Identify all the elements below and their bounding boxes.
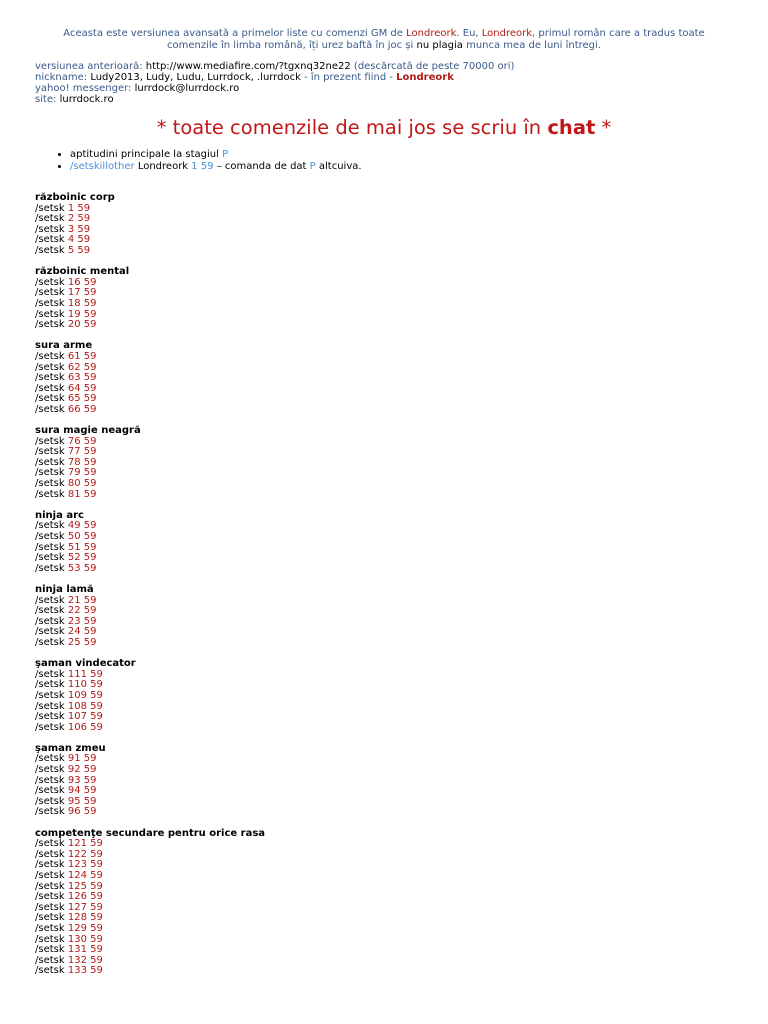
author-info xyxy=(35,61,514,105)
command-args: 79 59 xyxy=(67,467,97,479)
command-prefix: /setsk xyxy=(35,922,65,934)
command-prefix: /setsk xyxy=(35,297,65,309)
command-prefix: /setsk xyxy=(35,541,65,553)
group-title: şaman zmeu xyxy=(35,742,106,754)
command-prefix: /setsk xyxy=(35,223,65,235)
command-args: 80 59 xyxy=(67,478,97,490)
command-args: 127 59 xyxy=(67,901,103,913)
command-args: 96 59 xyxy=(67,806,97,818)
previous-version-note: (descărcată de peste 70000 ori) xyxy=(353,61,515,72)
command-args: 23 59 xyxy=(67,615,97,627)
command-args: 95 59 xyxy=(67,795,97,807)
command-prefix: /setsk xyxy=(35,319,65,331)
command-prefix: /setsk xyxy=(35,488,65,500)
command-prefix: /setsk xyxy=(35,838,65,850)
command-args: 25 59 xyxy=(67,636,97,648)
command-args: 18 59 xyxy=(67,297,97,309)
group-title: războinic mental xyxy=(35,266,130,278)
command-prefix: /setsk xyxy=(35,668,65,680)
command-prefix: /setsk xyxy=(35,202,65,214)
command-prefix: /setsk xyxy=(35,615,65,627)
command-prefix: /setsk xyxy=(35,350,65,362)
command-args: 131 59 xyxy=(67,944,103,956)
command-args: 81 59 xyxy=(67,488,97,500)
bullet-list xyxy=(35,149,362,173)
command-args: 126 59 xyxy=(67,891,103,903)
command-args: 19 59 xyxy=(67,308,97,320)
command-prefix: /setsk xyxy=(35,552,65,564)
command-args: 62 59 xyxy=(67,361,97,373)
command-args: 66 59 xyxy=(67,403,97,415)
group-title: sura magie neagră xyxy=(35,425,141,437)
bullet-item xyxy=(70,161,362,173)
bullet-2-command: /setskillother xyxy=(70,161,135,172)
author-name-link[interactable]: Londreork xyxy=(406,28,457,39)
command-args: 93 59 xyxy=(67,774,97,786)
chat-heading-prefix: * toate comenzile de mai jos se scriu în xyxy=(156,116,542,139)
command-prefix: /setsk xyxy=(35,944,65,956)
group-title: sura arme xyxy=(35,340,93,352)
command-args: 128 59 xyxy=(67,912,103,924)
command-prefix: /setsk xyxy=(35,901,65,913)
nickname-label: nickname: xyxy=(35,72,88,83)
command-prefix: /setsk xyxy=(35,700,65,712)
command-line xyxy=(35,807,265,818)
group-title: ninja lamă xyxy=(35,583,94,595)
command-group xyxy=(35,267,265,331)
group-title: competenţe secundare pentru orice rasa xyxy=(35,827,266,839)
command-prefix: /setsk xyxy=(35,806,65,818)
command-prefix: /setsk xyxy=(35,478,65,490)
command-prefix: /setsk xyxy=(35,435,65,447)
command-args: 125 59 xyxy=(67,880,103,892)
chat-heading-suffix: * xyxy=(601,116,612,139)
command-args: 61 59 xyxy=(67,350,97,362)
bullet-1-stage: P xyxy=(222,149,229,160)
bullet-2-text: – comanda de dat xyxy=(216,161,307,172)
command-group xyxy=(35,426,265,500)
group-title: războinic corp xyxy=(35,192,115,203)
command-args: 76 59 xyxy=(67,435,97,447)
command-args: 65 59 xyxy=(67,393,97,405)
command-prefix: /setsk xyxy=(35,753,65,765)
command-args: 22 59 xyxy=(67,605,97,617)
command-args: 53 59 xyxy=(67,562,97,574)
command-groups xyxy=(35,193,265,988)
command-prefix: /setsk xyxy=(35,965,65,977)
command-args: 17 59 xyxy=(67,287,97,299)
command-prefix: /setsk xyxy=(35,393,65,405)
command-args: 52 59 xyxy=(67,552,97,564)
command-prefix: /setsk xyxy=(35,308,65,320)
command-prefix: /setsk xyxy=(35,276,65,288)
command-prefix: /setsk xyxy=(35,361,65,373)
group-title: şaman vindecator xyxy=(35,658,136,670)
command-prefix: /setsk xyxy=(35,721,65,733)
command-args: 51 59 xyxy=(67,541,97,553)
chat-heading xyxy=(0,116,768,139)
command-prefix: /setsk xyxy=(35,764,65,776)
site-value[interactable]: lurrdock.ro xyxy=(59,94,114,105)
command-args: 122 59 xyxy=(67,848,103,860)
command-args: 110 59 xyxy=(67,679,103,691)
intro-paragraph xyxy=(40,28,728,51)
previous-version-label: versiunea anterioară: xyxy=(35,61,143,72)
command-group xyxy=(35,585,265,649)
command-prefix: /setsk xyxy=(35,689,65,701)
command-prefix: /setsk xyxy=(35,954,65,966)
command-prefix: /setsk xyxy=(35,870,65,881)
command-args: 111 59 xyxy=(67,668,103,680)
command-line xyxy=(35,723,265,734)
command-line xyxy=(35,490,265,501)
command-group xyxy=(35,511,265,575)
intro-text-1: Aceasta este versiunea avansată a primelor liste cu comenzi GM de xyxy=(63,28,403,39)
nickname-separator: - în prezent fiind - xyxy=(304,72,393,83)
command-prefix: /setsk xyxy=(35,213,65,225)
command-prefix: /setsk xyxy=(35,594,65,606)
intro-text-4: munca mea de luni întregi. xyxy=(466,39,601,51)
command-prefix: /setsk xyxy=(35,795,65,807)
command-line xyxy=(35,564,265,575)
command-args: 50 59 xyxy=(67,531,97,542)
command-args: 133 59 xyxy=(67,965,103,977)
command-args: 1 59 xyxy=(67,202,91,214)
command-line xyxy=(35,246,265,257)
command-prefix: /setsk xyxy=(35,785,65,797)
site-label: site: xyxy=(35,94,57,105)
yahoo-line xyxy=(35,83,514,94)
command-args: 63 59 xyxy=(67,372,97,384)
command-prefix: /setsk xyxy=(35,244,65,256)
command-line xyxy=(35,405,265,416)
yahoo-label: yahoo! messenger: xyxy=(35,83,132,94)
command-args: 3 59 xyxy=(67,223,91,235)
previous-version-line xyxy=(35,61,514,72)
bullet-1-text: aptitudini principale la stagiul xyxy=(70,149,219,160)
command-args: 24 59 xyxy=(67,626,97,638)
command-prefix: /setsk xyxy=(35,287,65,299)
command-prefix: /setsk xyxy=(35,372,65,384)
command-args: 92 59 xyxy=(67,764,97,776)
command-args: 91 59 xyxy=(67,753,97,765)
command-args: 2 59 xyxy=(67,213,91,225)
command-args: 4 59 xyxy=(67,234,91,246)
command-args: 107 59 xyxy=(67,711,103,723)
group-title: ninja arc xyxy=(35,509,84,521)
command-args: 130 59 xyxy=(67,933,103,945)
command-prefix: /setsk xyxy=(35,774,65,786)
command-args: 64 59 xyxy=(67,382,97,394)
command-args: 123 59 xyxy=(67,859,103,871)
command-line xyxy=(35,320,265,331)
command-args: 20 59 xyxy=(67,319,97,331)
command-line xyxy=(35,638,265,649)
command-prefix: /setsk xyxy=(35,711,65,723)
bullet-2-stage: P xyxy=(309,161,316,172)
command-args: 5 59 xyxy=(67,244,91,256)
intro-warning: nu plagia xyxy=(416,39,463,51)
command-line xyxy=(35,966,265,977)
site-line xyxy=(35,94,514,105)
command-prefix: /setsk xyxy=(35,880,65,892)
command-prefix: /setsk xyxy=(35,848,65,860)
command-args: 109 59 xyxy=(67,689,103,701)
command-args: 121 59 xyxy=(67,838,103,850)
bullet-2-name: Londreork xyxy=(137,161,189,172)
command-prefix: /setsk xyxy=(35,636,65,648)
bullet-2-end: altcuiva. xyxy=(318,161,362,172)
command-prefix: /setsk xyxy=(35,403,65,415)
intro-text-3: , primul român care a tradus toate comenzile în limba română, îți urez baftă în joc și xyxy=(167,28,705,51)
command-prefix: /setsk xyxy=(35,912,65,924)
command-group xyxy=(35,829,265,977)
command-args: 129 59 xyxy=(67,922,103,934)
command-args: 77 59 xyxy=(67,446,97,458)
command-group xyxy=(35,193,265,257)
command-group xyxy=(35,659,265,733)
command-group xyxy=(35,341,265,415)
command-args: 132 59 xyxy=(67,954,103,966)
author-name-link-2[interactable]: Londreork xyxy=(481,28,533,39)
nickname-value: Ludy2013, Ludy, Ludu, Lurrdock, .lurrdock xyxy=(90,72,301,83)
command-prefix: /setsk xyxy=(35,531,65,542)
command-prefix: /setsk xyxy=(35,446,65,458)
command-prefix: /setsk xyxy=(35,456,65,468)
command-prefix: /setsk xyxy=(35,467,65,479)
command-prefix: /setsk xyxy=(35,933,65,945)
command-prefix: /setsk xyxy=(35,679,65,691)
nickname-line xyxy=(35,72,514,83)
command-args: 21 59 xyxy=(67,594,97,606)
yahoo-value[interactable]: lurrdock@lurrdock.ro xyxy=(134,83,240,94)
command-prefix: /setsk xyxy=(35,234,65,246)
command-prefix: /setsk xyxy=(35,562,65,574)
intro-text-2: . Eu, xyxy=(456,28,479,39)
command-group xyxy=(35,744,265,818)
chat-heading-bold: chat xyxy=(547,116,596,139)
command-args: 124 59 xyxy=(67,870,103,881)
bullet-2-nums: 1 59 xyxy=(191,161,214,172)
command-prefix: /setsk xyxy=(35,891,65,903)
previous-version-url[interactable]: http://www.mediafire.com/?tgxnq32ne22 xyxy=(145,61,351,72)
command-prefix: /setsk xyxy=(35,626,65,638)
command-prefix: /setsk xyxy=(35,605,65,617)
command-prefix: /setsk xyxy=(35,859,65,871)
command-args: 16 59 xyxy=(67,276,97,288)
command-args: 78 59 xyxy=(67,456,97,468)
command-args: 49 59 xyxy=(67,520,97,532)
command-prefix: /setsk xyxy=(35,520,65,532)
nickname-current: Londreork xyxy=(396,72,454,83)
command-prefix: /setsk xyxy=(35,382,65,394)
bullet-item xyxy=(70,149,362,161)
command-args: 94 59 xyxy=(67,785,97,797)
command-args: 108 59 xyxy=(67,700,103,712)
command-args: 106 59 xyxy=(67,721,103,733)
